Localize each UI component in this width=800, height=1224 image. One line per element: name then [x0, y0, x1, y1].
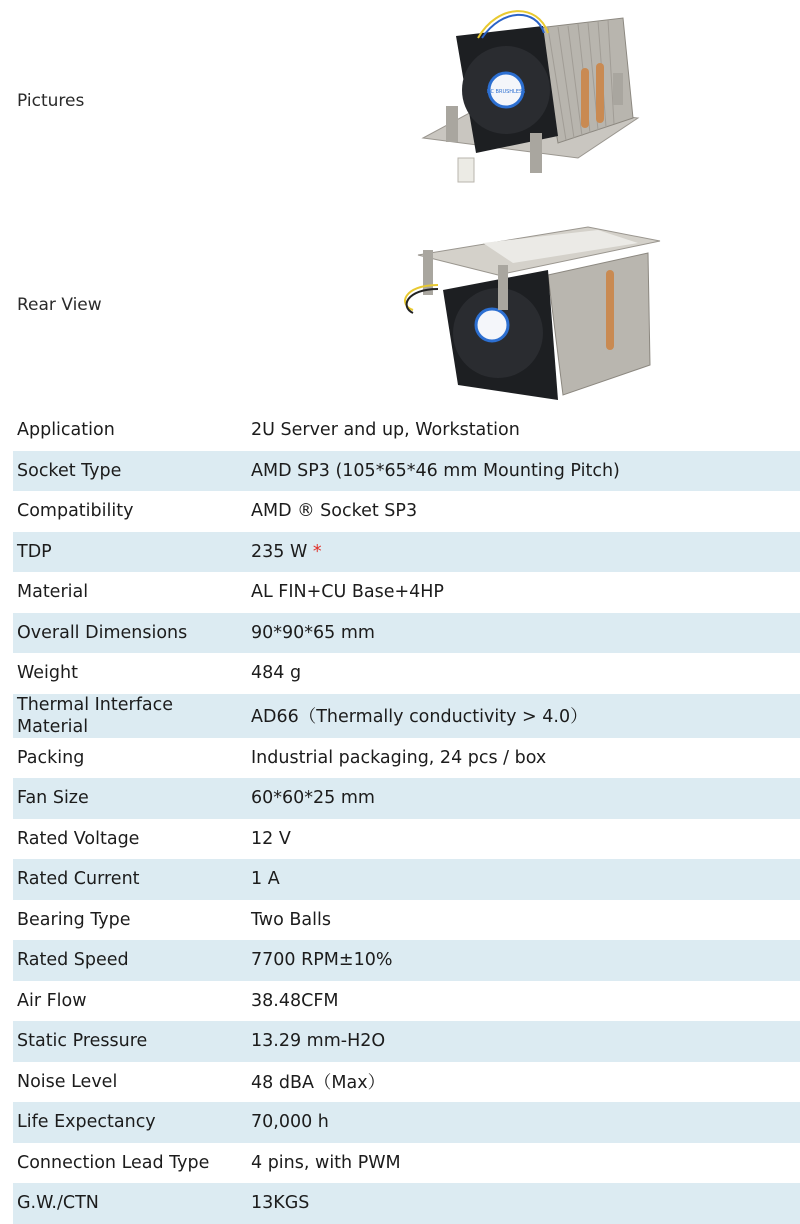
spec-label: Overall Dimensions [13, 613, 247, 654]
note-star: * [312, 541, 322, 562]
heatsink-front-image [418, 8, 643, 198]
spec-row [13, 410, 800, 451]
spec-row [13, 778, 800, 819]
spec-value: AD66（Thermally conductivity > 4.0） [247, 694, 800, 738]
spec-label: Rated Speed [13, 940, 247, 981]
spec-value-cell [247, 532, 800, 573]
spec-label: Life Expectancy [13, 1102, 247, 1143]
spec-value: 70,000 h [247, 1102, 800, 1143]
spec-sheet [13, 0, 800, 1224]
spec-value: AMD ® Socket SP3 [251, 501, 418, 522]
spec-row [13, 1143, 800, 1184]
pictures-row [13, 0, 800, 205]
spec-value: 60*60*25 mm [247, 778, 800, 819]
spec-label: Rated Voltage [17, 828, 140, 849]
spec-value: Two Balls [251, 909, 331, 930]
spec-value: 48 dBA（Max） [251, 1073, 386, 1094]
fan-label-text: DC BRUSHLESS [486, 89, 526, 95]
spec-row [13, 981, 800, 1022]
spec-label: Socket Type [13, 451, 247, 492]
spec-label: Compatibility [17, 501, 134, 522]
spec-row [13, 451, 800, 492]
spec-row [13, 940, 800, 981]
spec-value: Industrial packaging, 24 pcs / box [251, 747, 547, 768]
spec-label: Material [17, 582, 89, 603]
spec-row [13, 653, 800, 694]
spec-row [13, 532, 800, 573]
spec-value: 2U Server and up, Workstation [251, 420, 520, 441]
spec-label: G.W./CTN [13, 1183, 247, 1224]
spec-label: Rated Current [13, 859, 247, 900]
spec-row [13, 819, 800, 860]
spec-row [13, 613, 800, 654]
spec-label: Noise Level [17, 1071, 118, 1092]
spec-row [13, 1062, 800, 1103]
spec-value: 484 g [251, 663, 302, 684]
spec-value: 13KGS [247, 1183, 800, 1224]
spec-row [13, 572, 800, 613]
spec-label: Bearing Type [17, 909, 131, 930]
spec-value: AL FIN+CU Base+4HP [251, 582, 444, 603]
spec-label: Weight [17, 663, 78, 684]
spec-value: 13.29 mm-H2O [247, 1021, 800, 1062]
rear-view-row [13, 205, 800, 410]
spec-table [13, 410, 800, 1224]
spec-label: Thermal Interface Material [13, 694, 247, 738]
spec-label: TDP [13, 532, 247, 573]
spec-row [13, 694, 800, 738]
spec-value: 90*90*65 mm [247, 613, 800, 654]
spec-label: Packing [17, 747, 85, 768]
spec-value: 12 V [251, 828, 291, 849]
spec-value: 235 W [251, 541, 308, 562]
spec-label: Connection Lead Type [17, 1152, 210, 1173]
spec-row [13, 900, 800, 941]
spec-label: Fan Size [13, 778, 247, 819]
spec-row [13, 859, 800, 900]
spec-row [13, 1021, 800, 1062]
pictures-label: Pictures [17, 91, 85, 111]
spec-value: 1 A [247, 859, 800, 900]
spec-row [13, 1183, 800, 1224]
spec-label: Air Flow [17, 990, 87, 1011]
spec-label: Application [17, 420, 115, 441]
spec-value: 7700 RPM±10% [247, 940, 800, 981]
spec-row [13, 1102, 800, 1143]
heatsink-rear-image [398, 215, 673, 410]
spec-value: AMD SP3 (105*65*46 mm Mounting Pitch) [247, 451, 800, 492]
rear-view-label: Rear View [17, 295, 102, 315]
spec-row [13, 738, 800, 779]
spec-value: 38.48CFM [251, 990, 339, 1011]
spec-row [13, 491, 800, 532]
spec-value: 4 pins, with PWM [251, 1152, 401, 1173]
spec-label: Static Pressure [13, 1021, 247, 1062]
